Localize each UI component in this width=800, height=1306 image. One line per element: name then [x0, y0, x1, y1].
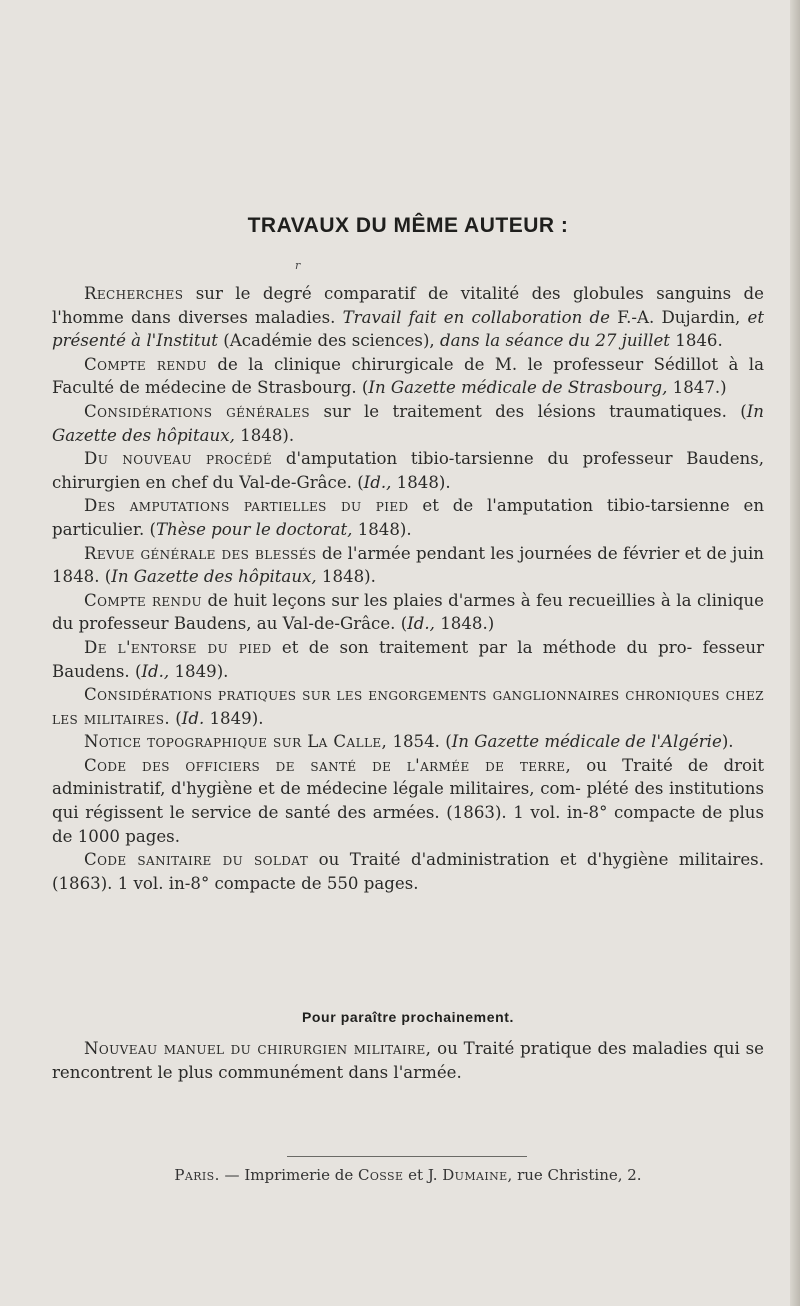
work-entry: De l'entorse du pied et de son traitement par la méthode du pro- fesseur Baudens. (Id., 1849).: [52, 637, 764, 681]
page-heading: TRAVAUX DU MÊME AUTEUR :: [247, 214, 569, 237]
forthcoming-heading: Pour paraître prochainement.: [301, 1009, 515, 1025]
forthcoming-list: [52, 1037, 764, 1084]
work-entry: Du nouveau procédé d'amputation tibio-tarsienne du professeur Baudens, chirurgien en chef du Val-de-Grâce. (Id., 1848).: [52, 449, 764, 492]
work-entry: Code des officiers de santé de l'armée de terre, ou Traité de droit administratif, d'hygiène et de médecine légale militaires, com- plété des institutions qui régissent le service de santé des armées. (1863). 1 vol. in-8° compacte de plus de 1000 pages.: [52, 755, 764, 846]
works-list: [52, 282, 764, 895]
work-entry: Code sanitaire du soldat ou Traité d'administration et d'hygiène militaires. (1863). 1 vol. in-8° compacte de 550 pages.: [52, 850, 764, 893]
work-entry: Notice topographique sur La Calle, 1854. (In Gazette médicale de l'Algérie).: [84, 732, 734, 752]
work-entry: Compte rendu de huit leçons sur les plaies d'armes à feu recueillies à la clinique du professeur Baudens, au Val-de-Grâce. (Id., 1848.): [52, 590, 764, 634]
work-entry: Considérations générales sur le traitement des lésions traumatiques. (In Gazette des hôpitaux, 1848).: [52, 401, 764, 445]
forthcoming-entry: Nouveau manuel du chirurgien militaire, ou Traité pratique des maladies qui se rencontrent le plus communément dans l'armée.: [52, 1039, 764, 1082]
work-entry: Recherches sur le degré comparatif de vitalité des globules sanguins de l'homme dans diverses maladies. Travail fait en collaboration de F.-A. Dujardin, et présenté à l'Institut (Académie des sciences), dans la séance du 27 juillet 1846.: [52, 284, 764, 351]
printer-imprint: Paris. — Imprimerie de Cosse et J. Dumaine, rue Christine, 2.: [174, 1166, 642, 1184]
work-entry: Des amputations partielles du pied et de l'amputation tibio-tarsienne en particulier. (Thèse pour le doctorat, 1848).: [52, 496, 765, 539]
print-mark: r: [295, 259, 301, 272]
work-entry: Compte rendu de la clinique chirurgicale de M. le professeur Sédillot à la Faculté de médecine de Strasbourg. (In Gazette médicale de Strasbourg, 1847.): [52, 354, 765, 398]
page-edge: [790, 0, 800, 1306]
work-entry: Revue générale des blessés de l'armée pendant les journées de février et de juin 1848. (In Gazette des hôpitaux, 1848).: [52, 543, 764, 587]
work-entry: Considérations pratiques sur les engorgements ganglionnaires chroniques chez les militaires. (Id. 1849).: [52, 685, 764, 728]
divider-rule: [287, 1156, 527, 1157]
